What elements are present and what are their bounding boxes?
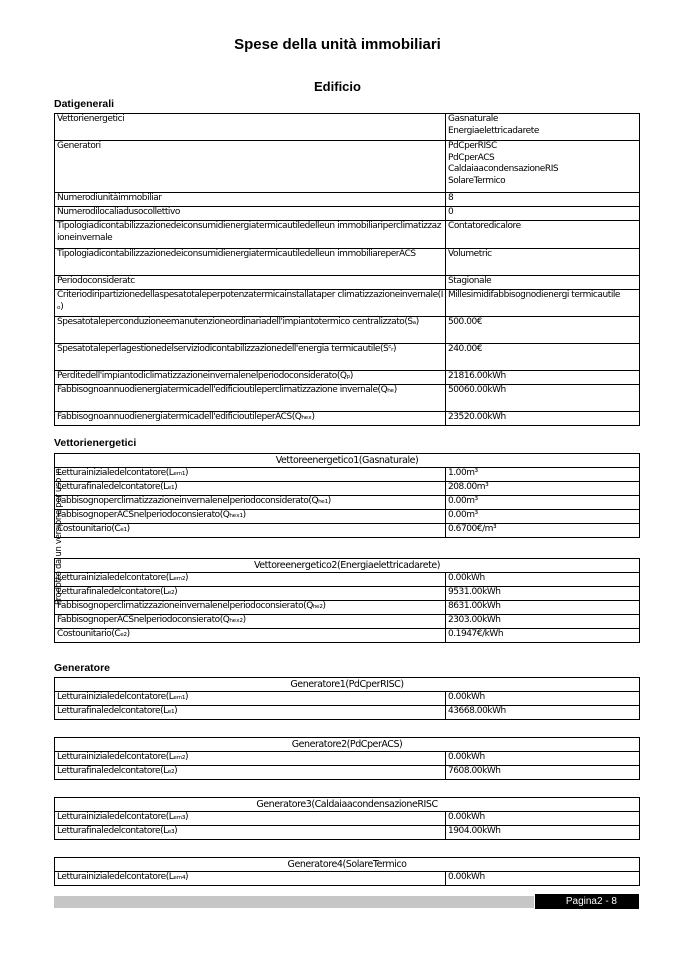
row-value: 0.00m³: [446, 510, 640, 524]
row-label: Fabbisognoannuodienergiatermicadell'edificioutileperACS(Qₕₑₓ): [55, 412, 446, 426]
row-label: Vettorienergetici: [55, 114, 446, 141]
table-row: [55, 872, 640, 886]
row-label: FabbisognoperACSnelperiodoconsierato(Qₕₑₓ₁): [55, 510, 446, 524]
row-label: Criteriodiripartizionedellaspesatotaleperpotenzatermicainstallataper climatizzazioneinvernale(Iₒ): [55, 290, 446, 317]
table-row: [55, 468, 640, 482]
row-label: Numerodiunitàimmobiliar: [55, 193, 446, 207]
row-value: Stagionale: [446, 276, 640, 290]
row-value: 208.00m³: [446, 482, 640, 496]
table-row: [55, 290, 640, 317]
table-title: Generatore1(PdCperRISC): [55, 678, 640, 692]
generator-1-table: [54, 677, 640, 720]
vectors-heading: Vettorienergetici: [54, 437, 137, 449]
row-label: Letturafinaledelcontatore(Lₑ₃): [55, 826, 446, 840]
row-label: Letturafinaledelcontatore(Lₑ₂): [55, 587, 446, 601]
table-row: [55, 385, 640, 412]
row-label: Fabbisognoperclimatizzazioneinvernalenelperiodoconsierato(Qₕₑ₂): [55, 601, 446, 615]
table-title: Vettoreenergetico2(Energiaelettricadarete): [55, 559, 640, 573]
row-label: Letturainizialedelcontatore(Lₑₘ₃): [55, 812, 446, 826]
row-value: 50060.00kWh: [446, 385, 640, 412]
table-row: [55, 496, 640, 510]
row-label: Letturafinaledelcontatore(Lₑ₂): [55, 766, 446, 780]
row-value: 1.00m³: [446, 468, 640, 482]
row-value: 0.00kWh: [446, 872, 640, 886]
row-label: Letturainizialedelcontatore(Lₑₘ₁): [55, 692, 446, 706]
row-value: PdCperRISC PdCperACS CaldaiaacondensazioneRIS SolareTermico: [446, 141, 640, 193]
row-value: 43668.00kWh: [446, 706, 640, 720]
row-label: Periodoconsideratc: [55, 276, 446, 290]
table-title: Generatore2(PdCperACS): [55, 738, 640, 752]
row-value: 2303.00kWh: [446, 615, 640, 629]
row-label: Letturainizialedelcontatore(Lₑₘ₂): [55, 573, 446, 587]
table-row: [55, 249, 640, 276]
table-row: [55, 412, 640, 426]
table-row: [55, 141, 640, 193]
table-row: [55, 193, 640, 207]
table-row: [55, 276, 640, 290]
row-label: Spesatotaleperlagestionedelserviziodicontabilizzazionedell'energia termicautile(Sᶜᵣ): [55, 344, 446, 371]
section-title: Edificio: [314, 79, 361, 94]
row-value: 0.00kWh: [446, 573, 640, 587]
row-label: Tipologiadicontabilizzazionedeiconsumidienergiatermicautiledelleun immobiliareperACS: [55, 249, 446, 276]
watermark-side-text: Prodotto da un versione per uso in: [54, 468, 64, 605]
row-value: 500.00€: [446, 317, 640, 344]
table-row: [55, 371, 640, 385]
generator-3-table: [54, 797, 640, 840]
row-value: 23520.00kWh: [446, 412, 640, 426]
row-value: 0.6700€/m³: [446, 524, 640, 538]
row-label: Numerodilocaliadusocollettivo: [55, 207, 446, 221]
row-label: Letturafinaledelcontatore(Lₑ₁): [55, 706, 446, 720]
row-value: Contatoredicalore: [446, 221, 640, 249]
table-row: [55, 344, 640, 371]
table-row: [55, 766, 640, 780]
row-label: Spesatotaleperconduzioneemanutenzioneordinariadell'impiantotermico centralizzato(Sₐ): [55, 317, 446, 344]
table-row: [55, 317, 640, 344]
row-label: Letturafinaledelcontatore(Lₑ₁): [55, 482, 446, 496]
table-row: [55, 615, 640, 629]
table-row: [55, 826, 640, 840]
row-label: Fabbisognoannuodienergiatermicadell'edificioutileperclimatizzazione invernale(Qₕₑ): [55, 385, 446, 412]
general-table: [54, 113, 640, 426]
table-row: [55, 207, 640, 221]
row-label: Costounitario(Cₑ₂): [55, 629, 446, 643]
row-value: Millesimidifabbisognodienergi termicautile: [446, 290, 640, 317]
row-label: Letturainizialedelcontatore(Lₑₘ₄): [55, 872, 446, 886]
row-value: 7608.00kWh: [446, 766, 640, 780]
row-value: 0.00kWh: [446, 752, 640, 766]
table-row: [55, 573, 640, 587]
row-label: Perditedell'impiantodiclimatizzazioneinvernalenelperiodoconsiderato(Qₚ): [55, 371, 446, 385]
row-value: Volumetric: [446, 249, 640, 276]
generator-4-table: [54, 857, 640, 886]
table-row: [55, 510, 640, 524]
row-value: 8631.00kWh: [446, 601, 640, 615]
row-value: 0.00kWh: [446, 692, 640, 706]
table-row: [55, 482, 640, 496]
row-value: 0: [446, 207, 640, 221]
table-row: [55, 221, 640, 249]
table-row: [55, 706, 640, 720]
table-row: [55, 692, 640, 706]
table-row: [55, 114, 640, 141]
table-row: [55, 812, 640, 826]
row-label: Tipologiadicontabilizzazionedeiconsumidienergiatermicautiledelleun immobiliariperclimatizzazioneinvernale: [55, 221, 446, 249]
row-value: 21816.00kWh: [446, 371, 640, 385]
row-label: Generatori: [55, 141, 446, 193]
table-row: [55, 524, 640, 538]
generator-2-table: [54, 737, 640, 780]
row-value: 8: [446, 193, 640, 207]
general-heading: Datigenerali: [54, 98, 115, 110]
table-title: Generatore3(CaldaiaacondensazioneRISC: [55, 798, 640, 812]
page-number: Pagina2 - 8: [535, 894, 639, 909]
page-title: Spese della unità immobiliari: [234, 36, 441, 53]
row-label: Letturainizialedelcontatore(Lₑₘ₁): [55, 468, 446, 482]
vector-2-table: [54, 558, 640, 643]
table-row: [55, 752, 640, 766]
table-title: Vettoreenergetico1(Gasnaturale): [55, 454, 640, 468]
row-label: Fabbisognoperclimatizzazioneinvernalenelperiodoconsiderato(Qₕₑ₁): [55, 496, 446, 510]
footer-bar: [54, 896, 534, 908]
row-value: 0.00kWh: [446, 812, 640, 826]
table-row: [55, 601, 640, 615]
row-value: 9531.00kWh: [446, 587, 640, 601]
row-value: 0.00m³: [446, 496, 640, 510]
row-label: Letturainizialedelcontatore(Lₑₘ₂): [55, 752, 446, 766]
row-value: 0.1947€/kWh: [446, 629, 640, 643]
table-row: [55, 587, 640, 601]
vector-1-table: [54, 453, 640, 538]
row-value: 1904.00kWh: [446, 826, 640, 840]
row-label: FabbisognoperACSnelperiodoconsierato(Qₕₑₓ₂): [55, 615, 446, 629]
row-value: Gasnaturale Energiaelettricadarete: [446, 114, 640, 141]
row-value: 240.00€: [446, 344, 640, 371]
table-row: [55, 629, 640, 643]
table-title: Generatore4(SolareTermico: [55, 858, 640, 872]
row-label: Costounitario(Cₑ₁): [55, 524, 446, 538]
generators-heading: Generatore: [54, 662, 111, 674]
